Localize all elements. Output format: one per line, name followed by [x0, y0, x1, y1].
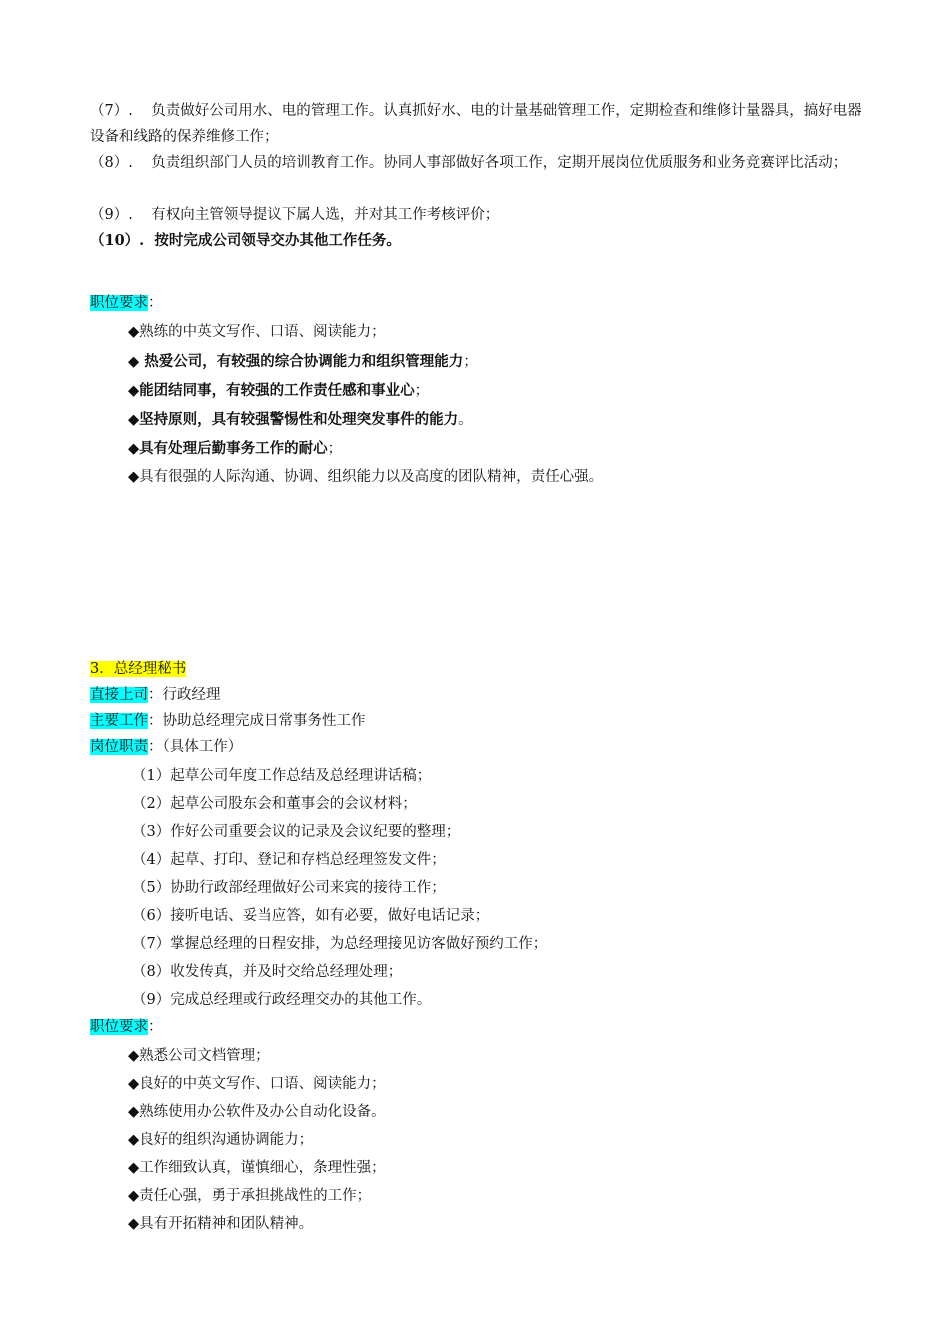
requirement-item — [128, 463, 870, 492]
requirement-text: ◆坚持原则，具有较强警惕性和处理突发事件的能力 — [128, 411, 459, 428]
list-item: （2）起草公司股东会和董事会的会议材料； — [132, 796, 417, 812]
list-item: （9）完成总经理或行政经理交办的其他工作。 — [132, 992, 432, 1008]
requirement-punct: 。 — [458, 412, 473, 428]
requirements-label: 职位要求 — [90, 295, 148, 311]
requirements-heading — [90, 1014, 870, 1040]
requirement-item: ◆熟悉公司文档管理； — [128, 1048, 270, 1064]
requirement-item: ◆良好的中英文写作、口语、阅读能力； — [128, 1076, 386, 1092]
list-item: （6）接听电话、妥当应答，如有必要，做好电话记录； — [132, 908, 490, 924]
section-title — [90, 656, 870, 682]
requirement-item: ◆责任心强，勇于承担挑战性的工作； — [128, 1188, 372, 1204]
list-item: （7）掌握总经理的日程安排，为总经理接见访客做好预约工作； — [132, 936, 548, 952]
duty-text: 负责组织部门人员的培训教育工作。协同人事部做好各项工作，定期开展岗位优质服务和业务竞赛评比活动； — [151, 155, 848, 171]
requirement-punct: ； — [414, 383, 430, 399]
requirement-item: ◆熟练使用办公软件及办公自动化设备。 — [128, 1104, 386, 1120]
boss-value: ：行政经理 — [148, 687, 221, 703]
list-item: （3）作好公司重要会议的记录及会议纪要的整理； — [132, 824, 461, 840]
section-title-text: 3．总经理秘书 — [90, 661, 187, 677]
duty-text: 负责做好公司用水、电的管理工作。认真抓好水、电的计量基础管理工作，定期检查和维修计量器具，搞好电器设备和线路的保养维修工作； — [90, 103, 862, 145]
prev-requirements — [90, 290, 870, 492]
duty-text: 按时完成公司领导交办其他工作任务。 — [154, 232, 401, 249]
requirements-heading — [90, 290, 870, 316]
duty-10 — [90, 228, 870, 254]
list-item: （1）起草公司年度工作总结及总经理讲话稿； — [132, 768, 432, 784]
duty-number: （8）. — [90, 155, 133, 171]
requirements-colon: ： — [148, 295, 163, 311]
duty-label: 岗位职责 — [90, 739, 148, 755]
duty-number: （7）. — [90, 103, 133, 119]
requirement-text: ◆具有处理后勤事务工作的耐心 — [128, 440, 328, 457]
list-item: （5）协助行政部经理做好公司来宾的接待工作； — [132, 880, 446, 896]
duty-number: （9）. — [90, 207, 133, 223]
duty-text: 有权向主管领导提议下属人选，并对其工作考核评价； — [151, 207, 500, 223]
prev-duties — [90, 98, 870, 254]
requirement-item — [128, 434, 870, 463]
duty-row — [90, 734, 870, 760]
main-work-label: 主要工作 — [90, 713, 148, 729]
requirement-text: ◆ 热爱公司，有较强的综合协调能力和组织管理能力 — [128, 353, 464, 370]
requirement-item — [128, 376, 870, 405]
requirement-item: ◆工作细致认真，谨慎细心，条理性强； — [128, 1160, 386, 1176]
duty-value: ：（具体工作） — [148, 739, 243, 755]
duty-9 — [90, 202, 870, 228]
requirement-punct: ； — [327, 441, 343, 457]
requirement-text: ◆熟练的中英文写作、口语、阅读能力； — [128, 324, 386, 340]
section-3 — [90, 656, 870, 1238]
requirement-item: ◆良好的组织沟通协调能力； — [128, 1132, 314, 1148]
requirement-text: ◆能团结同事，有较强的工作责任感和事业心 — [128, 382, 415, 399]
requirement-item: ◆具有开拓精神和团队精神。 — [128, 1216, 314, 1232]
requirement-punct: ； — [463, 354, 478, 370]
requirements-label: 职位要求 — [90, 1019, 148, 1035]
requirement-item — [128, 347, 870, 376]
boss-label: 直接上司 — [90, 687, 148, 703]
duty-8 — [90, 150, 870, 202]
list-item: （4）起草、打印、登记和存档总经理签发文件； — [132, 852, 446, 868]
list-item: （8）收发传真，并及时交给总经理处理； — [132, 964, 403, 980]
main-work-value: ：协助总经理完成日常事务性工作 — [148, 713, 366, 729]
requirements-colon: ： — [148, 1019, 163, 1035]
boss-row — [90, 682, 870, 708]
requirements-list — [90, 1040, 870, 1238]
duty-number: （10）. — [90, 232, 145, 249]
duty-list — [90, 760, 870, 1014]
duty-7 — [90, 98, 870, 150]
requirement-item — [128, 405, 870, 434]
requirement-item — [128, 318, 870, 347]
main-work-row — [90, 708, 870, 734]
requirement-text: ◆具有很强的人际沟通、协调、组织能力以及高度的团队精神，责任心强。 — [128, 469, 604, 485]
